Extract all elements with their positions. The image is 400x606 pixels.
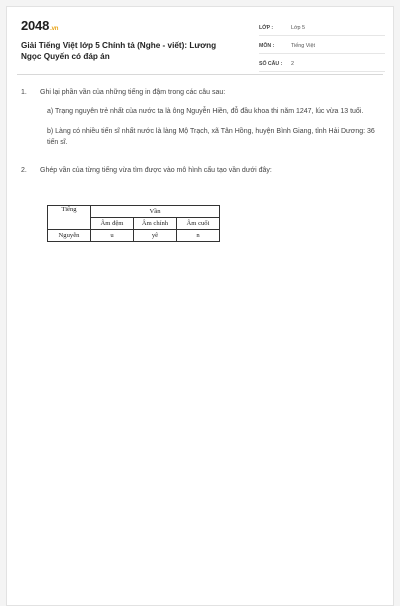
meta-value: 2 xyxy=(291,60,294,67)
question-1 xyxy=(21,87,383,98)
question-1-part-a: a) Trạng nguyên trẻ nhất của nước ta là ông Nguyễn Hiền, đỗ đầu khoa thi năm 1247, lúc vừa 13 tuổi. xyxy=(47,108,364,115)
cell-am-chinh: yê xyxy=(134,230,177,242)
header-am-chinh: Âm chính xyxy=(134,218,177,230)
question-text: Ghi lại phần vần của những tiếng in đậm trong các câu sau: xyxy=(40,89,226,96)
cell-tieng: Nguyễn xyxy=(48,230,91,242)
header-am-dem: Âm đệm xyxy=(91,218,134,230)
table-row xyxy=(48,230,220,242)
meta-panel xyxy=(259,20,385,74)
header-divider xyxy=(17,74,383,75)
cell-am-dem: u xyxy=(91,230,134,242)
logo-main: 2048 xyxy=(21,18,50,33)
meta-row-question-count xyxy=(259,56,385,72)
meta-key: SỐ CÂU : xyxy=(259,60,283,67)
page-title: Giải Tiếng Việt lớp 5 Chính tả (Nghe - viết): Lương Ngọc Quyến có đáp án xyxy=(21,41,217,61)
cell-am-cuoi: n xyxy=(177,230,220,242)
question-text: Ghép vần của từng tiếng vừa tìm được vào mô hình cấu tạo vần dưới đây: xyxy=(40,166,272,174)
header-tieng: Tiếng xyxy=(48,206,91,230)
meta-key: LỚP : xyxy=(259,24,274,31)
meta-row-subject xyxy=(259,38,385,54)
question-number: 1. xyxy=(21,89,27,96)
header-van: Vần xyxy=(91,206,220,218)
table-header-row xyxy=(48,206,220,218)
site-logo[interactable] xyxy=(21,18,58,33)
question-1-part-b: b) Làng có nhiều tiến sĩ nhất nước là làng Mộ Trạch, xã Tân Hồng, huyện Bình Giang, tỉnh Hải Dương: 36 tiến sĩ. xyxy=(47,127,375,146)
meta-value: Tiếng Việt xyxy=(291,42,315,49)
meta-row-grade xyxy=(259,20,385,36)
meta-key: MÔN : xyxy=(259,42,275,49)
header-am-cuoi: Âm cuối xyxy=(177,218,220,230)
logo-suffix: .vn xyxy=(50,26,59,32)
rhyme-structure-table xyxy=(47,205,220,242)
question-number: 2. xyxy=(21,166,27,174)
question-2 xyxy=(21,165,383,176)
meta-value: Lớp 5 xyxy=(291,24,306,31)
document-page xyxy=(6,6,394,606)
question-content xyxy=(21,87,383,176)
